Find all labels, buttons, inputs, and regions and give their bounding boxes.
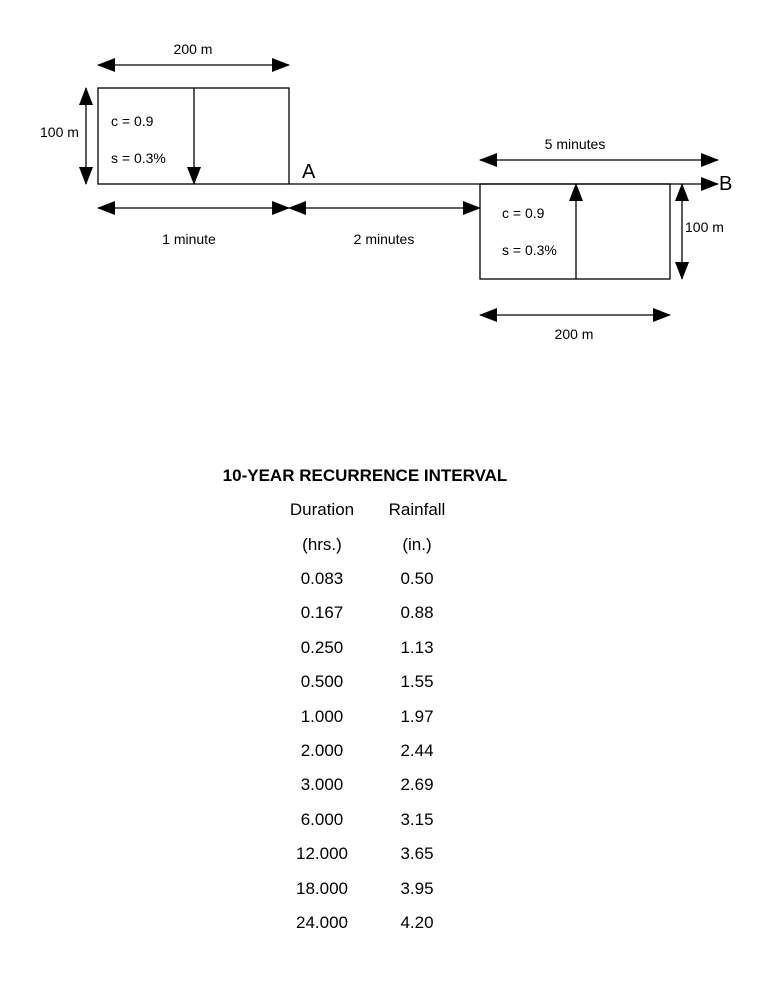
rainfall-cell: 2.44 (400, 741, 434, 760)
table-title: 10-YEAR RECURRENCE INTERVAL (222, 466, 508, 485)
rainfall-cell: 2.69 (400, 775, 434, 795)
right-catchment (480, 184, 670, 279)
point-a-label: A (302, 161, 316, 183)
unit-duration: (hrs.) (302, 535, 342, 554)
right-time-label: 5 minutes (544, 136, 606, 152)
duration-cell: 3.000 (300, 775, 344, 795)
rainfall-cell: 3.15 (400, 809, 434, 829)
left-c-label: c = 0.9 (111, 113, 154, 129)
rainfall-cell: 1.13 (400, 637, 434, 657)
header-rainfall: Rainfall (388, 500, 446, 519)
duration-cell: 24.000 (296, 913, 348, 932)
point-b-label: B (719, 173, 733, 195)
channel-time-label: 2 minutes (353, 231, 415, 247)
rainfall-cell: 3.95 (400, 878, 434, 898)
duration-cell: 0.083 (300, 569, 344, 588)
header-duration: Duration (289, 500, 355, 519)
duration-cell: 0.167 (300, 603, 344, 623)
bottom-width-label: 200 m (554, 326, 594, 342)
rainfall-cell: 0.88 (400, 603, 434, 623)
right-s-label: s = 0.3% (502, 242, 557, 258)
rainfall-cell: 1.55 (400, 672, 434, 692)
left-time-label: 1 minute (162, 231, 216, 247)
duration-cell: 18.000 (296, 878, 348, 898)
duration-cell: 1.000 (300, 706, 344, 726)
unit-rainfall: (in.) (402, 535, 432, 554)
duration-cell: 0.250 (300, 637, 344, 657)
left-s-label: s = 0.3% (111, 150, 166, 166)
watershed-diagram (0, 0, 770, 360)
top-width-label: 200 m (173, 41, 213, 57)
right-height-label: 100 m (685, 219, 724, 235)
right-c-label: c = 0.9 (502, 205, 545, 221)
duration-cell: 2.000 (300, 741, 344, 760)
rainfall-cell: 0.50 (400, 569, 434, 588)
duration-cell: 0.500 (300, 672, 344, 692)
duration-cell: 12.000 (296, 844, 348, 864)
rainfall-cell: 4.20 (400, 913, 434, 932)
rainfall-cell: 3.65 (400, 844, 434, 864)
duration-cell: 6.000 (300, 809, 344, 829)
rainfall-cell: 1.97 (400, 706, 434, 726)
left-height-label: 100 m (40, 124, 79, 140)
